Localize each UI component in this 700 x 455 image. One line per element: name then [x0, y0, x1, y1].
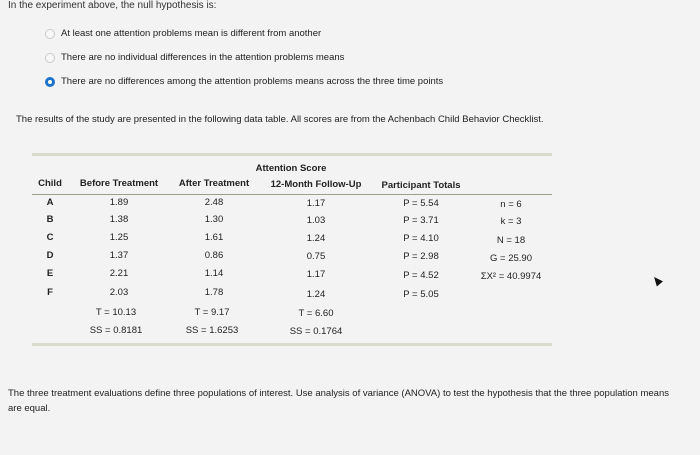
- summary-stat: k = 3: [500, 216, 522, 227]
- followup-value: 1.17: [306, 198, 326, 209]
- header-child: Child: [38, 178, 62, 189]
- participant-total: P = 4.52: [403, 270, 439, 281]
- followup-value: 1.24: [306, 233, 326, 244]
- after-value: 1.14: [204, 268, 224, 279]
- before-value: 1.37: [109, 250, 129, 261]
- option-no-differences-across-time[interactable]: [45, 76, 443, 87]
- intro-text: The results of the study are presented in the following data table. All scores are from the Achenbach Child Behavior Checklist.: [16, 114, 544, 125]
- child-label: B: [46, 214, 54, 225]
- child-label: C: [46, 232, 54, 243]
- participant-total: P = 5.54: [403, 198, 439, 209]
- after-value: 1.61: [204, 232, 224, 243]
- participant-total: P = 4.10: [403, 233, 439, 244]
- mouse-cursor-icon: [651, 274, 663, 286]
- header-followup: 12-Month Follow-Up: [270, 179, 362, 190]
- option-one-mean-different[interactable]: [45, 28, 321, 39]
- followup-value: 1.24: [306, 289, 326, 300]
- followup-value: 0.75: [306, 251, 326, 262]
- before-value: 2.21: [109, 268, 129, 279]
- participant-total: P = 3.71: [403, 215, 439, 226]
- table-bottom-rule: [32, 343, 552, 346]
- option-label: There are no differences among the attention problems means across the three time points: [61, 76, 444, 87]
- radio-button[interactable]: [45, 53, 55, 63]
- before-value: 1.89: [109, 197, 129, 208]
- before-T-total: T = 10.13: [95, 307, 137, 318]
- after-T-total: T = 9.17: [194, 307, 230, 318]
- child-label: E: [46, 268, 54, 279]
- header-totals: Participant Totals: [381, 180, 461, 191]
- instructions-text: The three treatment evaluations define three populations of interest. Use analysis of variance (ANOVA) to test the hypothesis that the three population means are equal.: [8, 388, 669, 414]
- followup-value: 1.17: [306, 269, 326, 280]
- followup-value: 1.03: [306, 215, 326, 226]
- after-value: 1.30: [204, 214, 224, 225]
- question-title: In the experiment above, the null hypothesis is:: [8, 0, 217, 11]
- summary-stat: N = 18: [496, 235, 526, 246]
- followup-SS: SS = 0.1764: [289, 326, 343, 337]
- header-divider: [32, 194, 552, 195]
- option-label: There are no individual differences in the attention problems means: [61, 52, 345, 63]
- summary-stat: n = 6: [500, 199, 522, 210]
- radio-button[interactable]: [45, 29, 55, 39]
- after-value: 0.86: [204, 250, 224, 261]
- before-value: 1.25: [109, 232, 129, 243]
- after-SS: SS = 1.6253: [185, 325, 239, 336]
- followup-T-total: T = 6.60: [298, 308, 334, 319]
- table-top-rule: [32, 153, 552, 156]
- after-value: 2.48: [204, 197, 224, 208]
- child-label: F: [47, 287, 53, 298]
- before-value: 2.03: [109, 287, 129, 298]
- child-label: D: [46, 250, 54, 261]
- participant-total: P = 5.05: [403, 289, 439, 300]
- participant-total: P = 2.98: [403, 251, 439, 262]
- header-after: After Treatment: [178, 178, 250, 189]
- group-header: Attention Score: [255, 163, 327, 174]
- option-label: At least one attention problems mean is different from another: [61, 28, 322, 39]
- summary-stat: G = 25.90: [490, 253, 532, 264]
- before-value: 1.38: [109, 214, 129, 225]
- after-value: 1.78: [204, 287, 224, 298]
- header-before: Before Treatment: [79, 178, 159, 189]
- summary-stat: ΣX² = 40.9974: [480, 271, 542, 282]
- radio-button-selected[interactable]: [45, 77, 55, 87]
- child-label: A: [46, 197, 54, 208]
- before-SS: SS = 0.8181: [89, 325, 143, 336]
- option-no-individual-differences[interactable]: [45, 52, 344, 63]
